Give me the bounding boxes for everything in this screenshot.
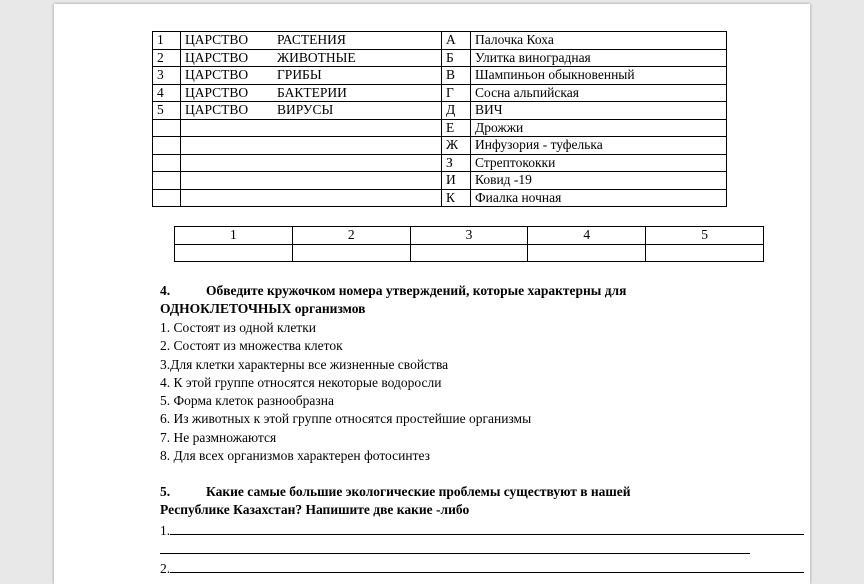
matching-table — [152, 31, 727, 207]
matching-row — [153, 137, 727, 155]
kingdom-number — [153, 172, 181, 190]
kingdom-number — [153, 189, 181, 207]
organism-name: Улитка виноградная — [471, 49, 727, 67]
answer-lines — [160, 521, 804, 578]
kingdom-name — [181, 32, 442, 50]
answer-table — [174, 226, 764, 262]
answer-header-row — [175, 227, 764, 245]
document-page — [54, 4, 810, 584]
kingdom-name — [181, 102, 442, 120]
organism-name: Сосна альпийская — [471, 84, 727, 102]
kingdom-word: ЦАРСТВО — [185, 84, 249, 100]
answer-1-line-continued[interactable] — [160, 540, 750, 554]
kingdom-name — [181, 49, 442, 67]
question-5-number: 5. — [160, 484, 171, 499]
organism-letter: Д — [442, 102, 471, 120]
matching-row — [153, 84, 727, 102]
organism-name: Дрожжи — [471, 119, 727, 137]
organism-name: Фиалка ночная — [471, 189, 727, 207]
organism-letter: Е — [442, 119, 471, 137]
kingdom-number: 4 — [153, 84, 181, 102]
statement-item[interactable]: 5. Форма клеток разнообразна — [160, 393, 334, 409]
answer-column-header: 4 — [528, 227, 646, 245]
kingdom-name — [181, 84, 442, 102]
kingdom-number — [153, 154, 181, 172]
statement-item[interactable]: 6. Из животных к этой группе относятся простейшие организмы — [160, 411, 532, 427]
question-5-title — [160, 483, 631, 520]
answer-2-label: 2. — [160, 561, 171, 576]
question-4-line2: ОДНОКЛЕТОЧНЫХ организмов — [160, 301, 366, 317]
question-4-title — [160, 282, 626, 319]
kingdom-word: ЦАРСТВО — [185, 67, 249, 82]
statement-item[interactable]: 3.Для клетки характерны все жизненные свойства — [160, 356, 449, 372]
kingdom-name — [181, 172, 442, 190]
organism-letter: Б — [442, 49, 471, 67]
statement-item[interactable]: 1. Состоят из одной клетки — [160, 320, 316, 335]
answer-input-row — [175, 244, 764, 261]
kingdom-number: 3 — [153, 67, 181, 85]
organism-letter: Г — [442, 84, 471, 102]
statement-item[interactable]: 7. Не размножаются — [160, 429, 277, 445]
answer-cell[interactable] — [175, 244, 293, 261]
answer-column-header: 5 — [646, 227, 764, 245]
kingdom-name — [181, 119, 442, 137]
answer-cell[interactable] — [528, 244, 646, 261]
kingdom-number — [153, 119, 181, 137]
kingdom-name — [181, 154, 442, 172]
answer-2-line[interactable] — [170, 559, 804, 573]
matching-row — [153, 189, 727, 207]
organism-name: Шампиньон обыкновенный — [471, 67, 727, 85]
kingdom-type: ГРИБЫ — [277, 67, 322, 82]
organism-name: Стрептококки — [471, 154, 727, 172]
kingdom-word: ЦАРСТВО — [185, 32, 249, 47]
question-5-line1: Какие самые большие экологические проблемы существуют в нашей — [206, 484, 631, 499]
matching-row — [153, 49, 727, 67]
answer-1-line[interactable] — [170, 521, 804, 535]
question-4-line1: Обведите кружочком номера утверждений, которые характерны для — [206, 283, 627, 298]
answer-cell[interactable] — [292, 244, 410, 261]
matching-row — [153, 102, 727, 120]
organism-letter: А — [442, 32, 471, 50]
kingdom-type: РАСТЕНИЯ — [277, 32, 346, 47]
statement-item[interactable]: 8. Для всех организмов характерен фотосинтез — [160, 448, 430, 464]
matching-row — [153, 172, 727, 190]
organism-name: Инфузория - туфелька — [471, 137, 727, 155]
kingdom-number — [153, 137, 181, 155]
organism-letter: З — [442, 154, 471, 172]
kingdom-number: 5 — [153, 102, 181, 120]
kingdom-name — [181, 189, 442, 207]
kingdom-type: ВИРУСЫ — [277, 102, 334, 117]
answer-1-label: 1. — [160, 523, 171, 538]
kingdom-name — [181, 137, 442, 155]
organism-letter: В — [442, 67, 471, 85]
matching-row — [153, 119, 727, 137]
kingdom-word: ЦАРСТВО — [185, 49, 249, 65]
question-4-statements — [160, 319, 531, 465]
answer-cell[interactable] — [410, 244, 528, 261]
matching-row — [153, 154, 727, 172]
answer-column-header: 3 — [410, 227, 528, 245]
answer-column-header: 2 — [292, 227, 410, 245]
kingdom-name — [181, 67, 442, 85]
organism-letter: И — [442, 172, 471, 190]
statement-item[interactable]: 2. Состоят из множества клеток — [160, 338, 343, 354]
question-5-line2: Республике Казахстан? Напишите две какие -либо — [160, 502, 470, 518]
kingdom-number: 2 — [153, 49, 181, 67]
organism-letter: К — [442, 189, 471, 207]
answer-cell[interactable] — [646, 244, 764, 261]
kingdom-type: ЖИВОТНЫЕ — [277, 49, 356, 65]
organism-name: Ковид -19 — [471, 172, 727, 190]
kingdom-type: БАКТЕРИИ — [277, 84, 347, 100]
organism-name: ВИЧ — [471, 102, 727, 120]
answer-column-header: 1 — [175, 227, 293, 245]
matching-row — [153, 67, 727, 85]
kingdom-number: 1 — [153, 32, 181, 50]
kingdom-word: ЦАРСТВО — [185, 102, 249, 117]
matching-row — [153, 32, 727, 50]
statement-item[interactable]: 4. К этой группе относятся некоторые водоросли — [160, 374, 442, 390]
organism-name: Палочка Коха — [471, 32, 727, 50]
question-4-number: 4. — [160, 283, 171, 298]
organism-letter: Ж — [442, 137, 471, 155]
